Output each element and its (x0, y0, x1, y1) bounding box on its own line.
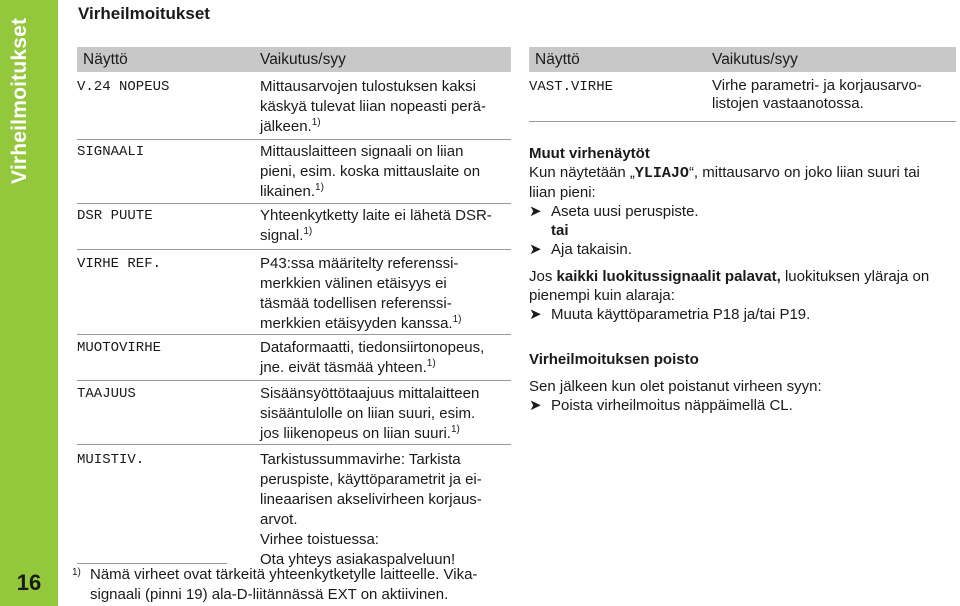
footnote-marker: 1) (311, 117, 321, 128)
footnote-marker: 1) (426, 358, 436, 369)
footnote-marker: 1) (315, 182, 324, 193)
error-code: SIGNAALI (77, 144, 145, 160)
page-title: Virheilmoitukset (78, 4, 210, 23)
footnote-marker: 1) (452, 314, 462, 325)
overflow-code: YLIAJO (634, 165, 689, 182)
or-label: tai (551, 222, 569, 239)
footnote-marker: 1) (450, 424, 460, 435)
right-table-separator (529, 121, 956, 122)
row-separator (77, 380, 511, 381)
footnote-marker: 1) (303, 226, 313, 237)
error-description-right: Virhe parametri- ja korjausarvo- listojen vastaanotossa. (712, 77, 922, 112)
right-table-header (529, 47, 956, 72)
error-code: VIRHE REF. (77, 256, 162, 272)
arrow-icon: ➤ (529, 241, 542, 258)
error-code: MUOTOVIRHE (77, 340, 162, 356)
error-code: V.24 NOPEUS (77, 79, 170, 95)
error-description: Dataformaatti, tiedonsiirtonopeus, jne. eivät täsmää yhteen.$^{1)}$ (260, 339, 485, 376)
arrow-icon: ➤ (529, 203, 542, 220)
error-code: TAAJUUS (77, 386, 136, 402)
error-description: Sisäänsyöttötaajuus mittalaitteen sisääntulolle on liian suuri, esim. jos liikenopeus on liian suuri.$^{1)}$ (260, 385, 480, 442)
row-separator (77, 139, 511, 140)
error-code: DSR PUUTE (77, 208, 153, 224)
header-display: Näyttö (83, 51, 128, 68)
error-description: Mittauslaitteen signaali on liian pieni, esim. koska mittauslaite on likainen.$^{1)}$ (260, 143, 481, 200)
error-description: P43:ssa määritelty referenssi- merkkien välinen etäisyys ei täsmää todellisen referenssi- merkkien etäisyyden kanssa.$^{1)}$ (260, 255, 462, 332)
clear-error-section: Virheilmoituksen poisto Sen jälkeen kun olet poistanut virheen syyn: ➤ Poista virheilmoitus näppäimellä CL. (529, 350, 949, 415)
error-code: MUISTIV. (77, 452, 145, 468)
header-effect: Vaikutus/syy (260, 51, 346, 68)
header-effect-right: Vaikutus/syy (712, 51, 798, 68)
arrow-icon: ➤ (529, 397, 542, 414)
error-code-right: VAST.VIRHE (529, 79, 614, 95)
row-separator (77, 203, 511, 204)
error-description: Tarkistussummavirhe: Tarkista peruspiste, käyttöparametrit ja ei- lineaarisen akselivirheen korjaus- arvot. Virhee toistuessa: Ota yhteys asiakaspalveluun! (260, 451, 482, 568)
other-errors-section: Muut virhenäytöt Kun näytetään „YLIAJO“, mittausarvo on joko liian suuri tai liian pieni: ➤ Aseta uusi peruspiste. tai ➤ Aja takaisin. Jos kaikki luokitussignaalit palavat, luokituksen yläraja on pienempi kuin alaraja: ➤ Muuta käyttöparametria P18 ja/tai P19. (529, 144, 949, 324)
error-description: Mittausarvojen tulostuksen kaksi käskyä tulevat liian nopeasti perä- jälkeen.$^{1)}$ (260, 78, 486, 135)
row-separator (77, 444, 511, 445)
header-display-right: Näyttö (535, 51, 580, 68)
row-separator (77, 334, 511, 335)
arrow-icon: ➤ (529, 306, 542, 323)
row-separator (77, 249, 511, 250)
footnote-separator (77, 563, 227, 564)
other-errors-heading: Muut virhenäytöt (529, 145, 650, 162)
sidebar-title: Virheilmoitukset (8, 18, 31, 185)
page-number: 16 (16, 570, 42, 595)
left-table-header (77, 47, 511, 72)
clear-error-heading: Virheilmoituksen poisto (529, 351, 699, 368)
error-description: Yhteenkytketty laite ei lähetä DSR- signal.$^{1)}$ (260, 207, 492, 244)
